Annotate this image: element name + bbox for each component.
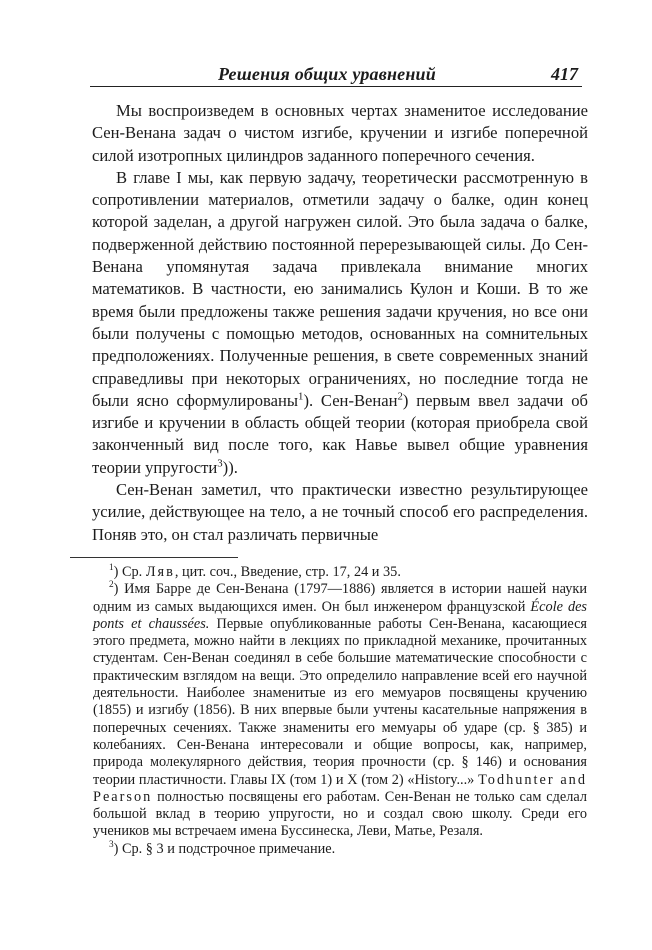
footnote-ref-1: 1 <box>298 390 304 403</box>
footnote-2 <box>93 581 587 840</box>
footnote-3 <box>93 841 587 858</box>
footnote-1-marker: 1 <box>109 563 114 574</box>
paragraph-2-text-c: ) первым ввел задачи об изгибе и кручении в область общей теории (которая приобрела свой законченный вид после того, как Навье вывел общие уравнения теории упругости <box>92 390 588 477</box>
footnote-ref-2: 2 <box>397 390 403 403</box>
footnote-2-text-b: Первые опубликованные работы Сен-Венана, касающиеся этого предмета, можно найти в лекциях по прикладной механике, прочитанных студентам. Сен-Венан соединял в себе большие математические способности с практическим взглядом на вещи. Это определило направление всей его научной деятельности. Наиболее знаменитые из его мемуаров посвящены кручению (1855) и изгибу (1856). В них впервые были учтены касательные напряжения в поперечных сечениях. Также знамениты его мемуары об ударе (ср. § 385) и колебаниях. Сен-Венана интересовали и общие вопросы, как, например, природа молекулярного действия, теория прочности (ср. § 146) и основания теории пластичности. Главы IX (том 1) и X (том 2) «History...» <box>93 615 587 788</box>
paragraph-2 <box>92 167 588 479</box>
page-header <box>90 64 582 87</box>
footnote-2-text-a: ) Имя Барре де Сен-Венана (1797—1886) является в истории нашей науки одним из самых выдающихся имен. Он был инженером французской <box>93 581 587 615</box>
footnote-divider <box>70 557 238 558</box>
page-number: 417 <box>551 64 578 84</box>
footnote-1-text-b: , цит. соч., Введение, стр. 17, 24 и 35. <box>174 564 401 580</box>
paragraph-3: Сен-Венан заметил, что практически известно результирующее усилие, действующее на тело, а не точный способ его распределения. Поняв это, он стал различать первичные <box>92 480 588 544</box>
running-title: Решения общих уравнений <box>218 64 436 84</box>
footnote-2-text-c: полностью посвящены его работам. Сен-Венан не только сам сделал большой вклад в теорию упругости, но и создал свою школу. Среди его учеников мы встречаем имена Буссинеска, Леви, Матье, Резаля. <box>93 788 587 840</box>
paragraph-2-text-b: ). Сен-Венан <box>303 390 398 410</box>
main-text <box>92 100 588 546</box>
footnote-2-marker: 2 <box>109 580 114 591</box>
paragraph-2-text-d: )). <box>222 457 238 477</box>
footnotes <box>93 564 587 858</box>
footnote-1-author: Ляв <box>145 564 175 580</box>
footnote-2-authors: Todhunter and Pearson <box>93 771 587 805</box>
paragraph-1: Мы воспроизведем в основных чертах знаменитое исследование Сен-Венана задач о чистом изгибе, кручении и изгибе поперечной силой изотропных цилиндров заданного поперечного сечения. <box>92 101 588 165</box>
paragraph-2-text-a: В главе I мы, как первую задачу, теоретически рассмотренную в сопротивлении материалов, отметили задачу о балке, один конец которой заделан, а другой нагружен силой. Это была задача о балке, подверженной действию постоянной перерезывающей силы. До Сен-Венана упомянутая задача привлекала внимание многих математиков. В частности, ею занимались Кулон и Коши. В то же время были предложены также решения задачи кручения, но все они были получены с помощью методов, основанных на сомнительных предположениях. Полученные решения, в свете современных знаний справедливы при некоторых ограничениях, но последние тогда не были ясно сформулированы <box>92 167 588 410</box>
footnote-2-school: École des ponts et chaussées. <box>93 598 587 632</box>
footnote-1 <box>93 564 587 581</box>
footnote-1-text-a: ) Ср. <box>113 564 146 580</box>
footnote-3-marker: 3 <box>109 839 114 850</box>
footnote-ref-3: 3 <box>217 457 223 470</box>
footnote-3-text: ) Ср. § 3 и подстрочное примечание. <box>113 840 336 857</box>
